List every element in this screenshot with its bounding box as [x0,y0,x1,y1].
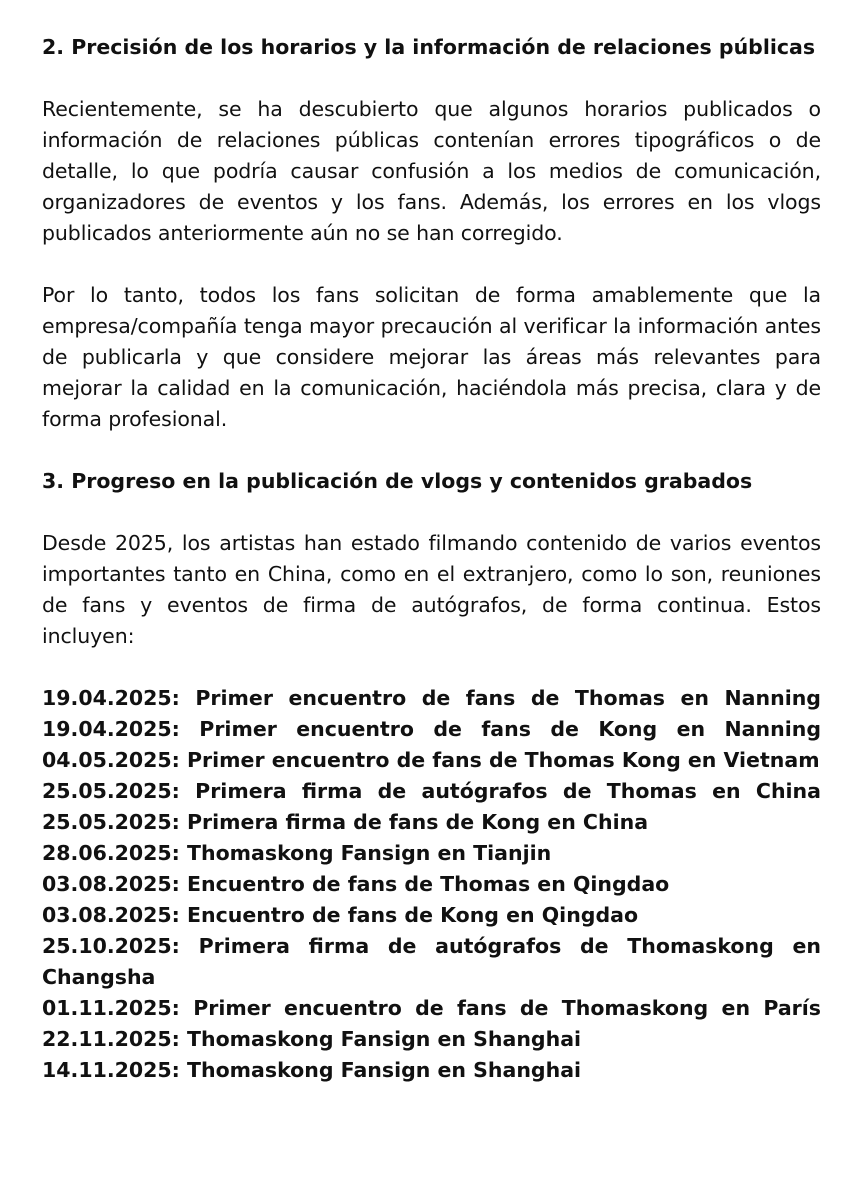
section-3-heading: 3. Progreso en la publicación de vlogs y contenidos grabados [42,469,753,493]
event-item: 03.08.2025: Encuentro de fans de Kong en Qingdao [42,903,639,927]
event-item: 28.06.2025: Thomaskong Fansign en Tianjin [42,841,552,865]
section-2-paragraph-1: Recientemente, se ha descubierto que algunos horarios publicados o información de relaciones públicas contenían errores tipográficos o de detalle, lo que podría causar confusión a los medios de comunicación, organizadores de eventos y los fans. Además, los errores en los vlogs publicados anteriormente aún no se han corregido. [42,97,821,245]
section-3-paragraph-1: Desde 2025, los artistas han estado filmando contenido de varios eventos importantes tanto en China, como en el extranjero, como lo son, reuniones de fans y eventos de firma de autógrafos, de forma continua. Estos incluyen: [42,531,821,648]
event-item: 25.05.2025: Primera firma de fans de Kong en China [42,810,649,834]
event-item: 19.04.2025: Primer encuentro de fans de Thomas en Nanning [42,686,821,710]
event-item: 19.04.2025: Primer encuentro de fans de Kong en Nanning [42,717,821,741]
event-list [42,683,821,1086]
document-page [42,32,821,1086]
spacer [42,435,821,466]
event-item: 04.05.2025: Primer encuentro de fans de Thomas Kong en Vietnam [42,748,820,772]
spacer [42,63,821,94]
event-item: 22.11.2025: Thomaskong Fansign en Shanghai [42,1027,582,1051]
event-item: 14.11.2025: Thomaskong Fansign en Shanghai [42,1058,582,1082]
section-2-heading: 2. Precisión de los horarios y la información de relaciones públicas [42,35,816,59]
spacer [42,249,821,280]
event-item: 03.08.2025: Encuentro de fans de Thomas en Qingdao [42,872,670,896]
event-item: 25.10.2025: Primera firma de autógrafos de Thomaskong en Changsha [42,934,821,989]
section-2-paragraph-2: Por lo tanto, todos los fans solicitan de forma amablemente que la empresa/compañía tenga mayor precaución al verificar la información antes de publicarla y que considere mejorar las áreas más relevantes para mejorar la calidad en la comunicación, haciéndola más precisa, clara y de forma profesional. [42,283,821,431]
event-item: 01.11.2025: Primer encuentro de fans de Thomaskong en París [42,996,821,1020]
spacer [42,652,821,683]
event-item: 25.05.2025: Primera firma de autógrafos de Thomas en China [42,779,821,803]
spacer [42,497,821,528]
